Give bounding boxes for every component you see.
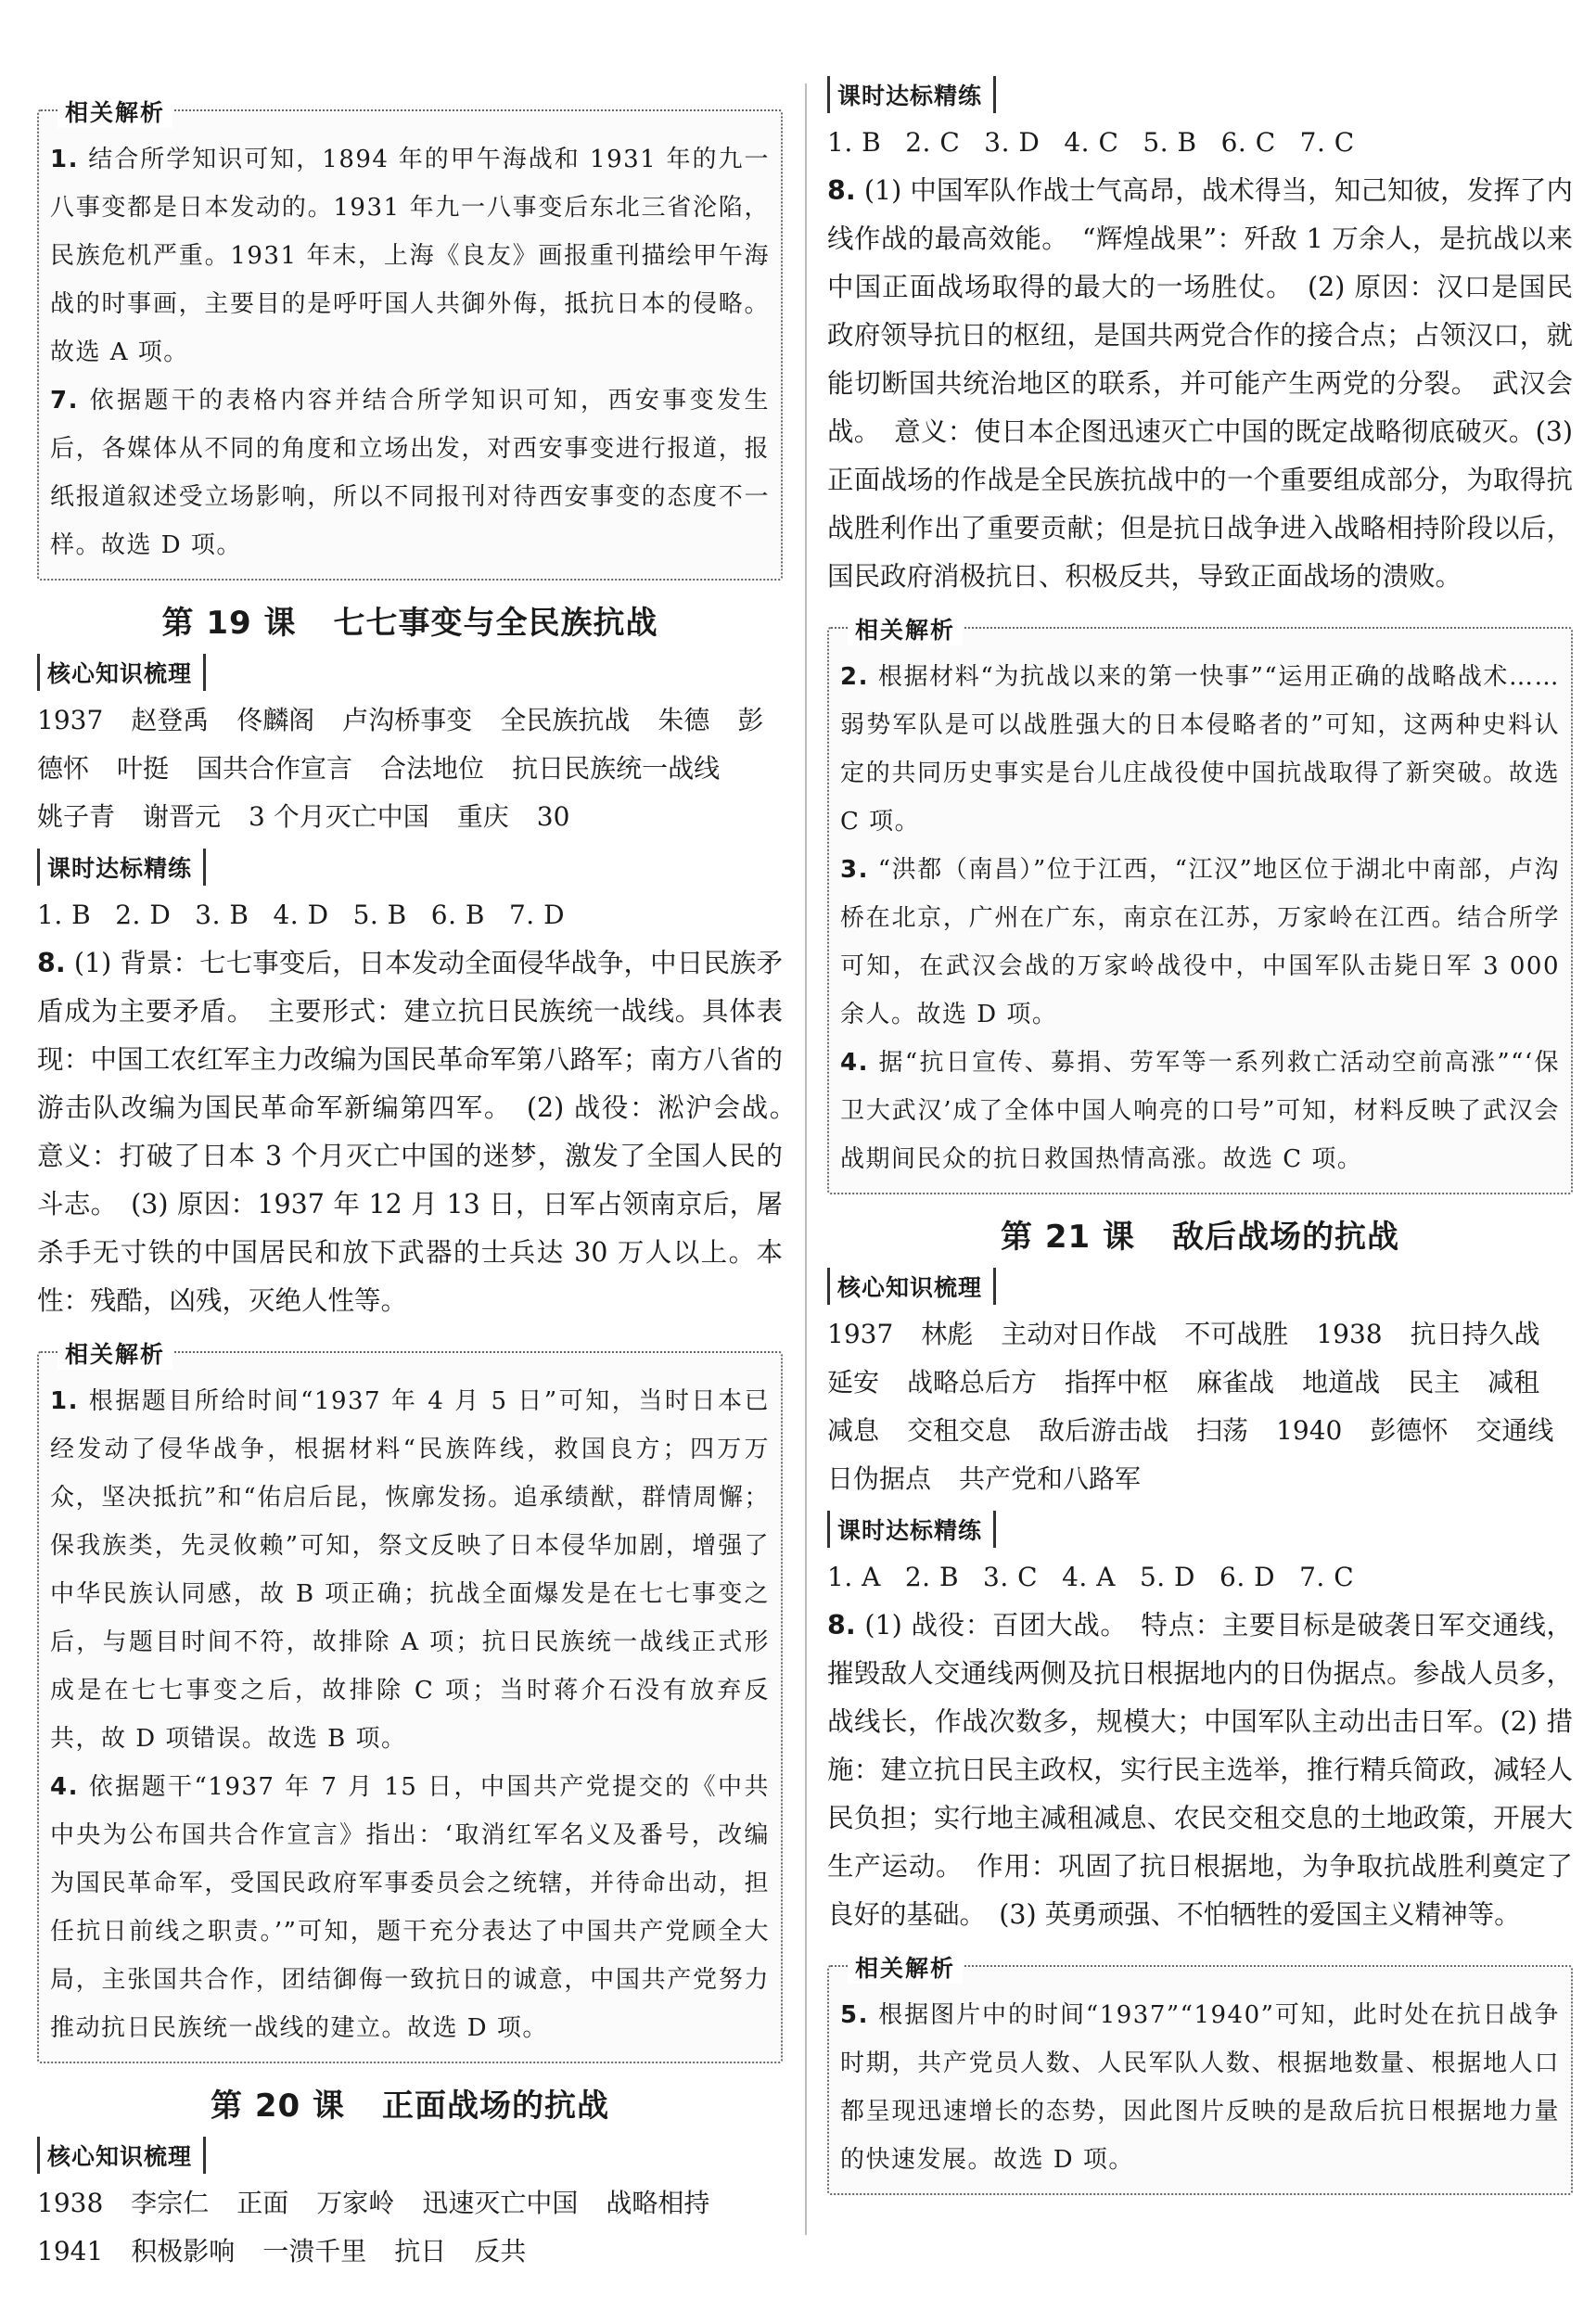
analysis-para: 3. “洪都（南昌）”位于江西，“江汉”地区位于湖北中南部，卢沟桥在北京，广州在广东，南京在江苏，万家岭在江西。结合所学可知，在武汉会战的万家岭战役中，中国军队击毙日军 3 000 余人。故选 D 项。 (840, 856, 1561, 1028)
analysis-box-title: 相关解析 (848, 612, 963, 645)
practice-tag: 课时达标精练 (827, 1511, 996, 1548)
keyword-line: 1941 积极影响 一溃千里 抗日 反共 (37, 2236, 527, 2266)
analysis-para: 4. 据“抗日宣传、募捐、劳军等一系列救亡活动空前高涨”“‘保卫大武汉’成了全体中国人响亮的口号”可知，材料反映了武汉会战期间民众的抗日救国热情高涨。故选 C 项。 (840, 1049, 1560, 1173)
analysis-para: 1. 根据题目所给时间“1937 年 4 月 5 日”可知，当时日本已经发动了侵华战争，根据材料“民族阵线，救国良方；四万万众，坚决抵抗”和“佑启后昆，恢廓发扬。追承绩猷，群情周懈；保我族类，先灵攸赖”可知，祭文反映了日本侵华加剧，增强了中华民族认同感，故 B 项正确；抗战全面爆发是在七七事变之后，与题目时间不符，故排除 A 项；抗日民族统一战线正式形成是在七七事变之后，故排除 C 项；当时蒋介石没有放弃反共，故 D 项错误。故选 B 项。 (50, 1387, 770, 1753)
lesson-19-keywords (37, 696, 783, 841)
analysis-para: 1. 结合所学知识可知，1894 年的甲午海战和 1931 年的九一八事变都是日本发动的。1931 年九一八事变后东北三省沦陷，民族危机严重。1931 年末，上海《良友》画报重刊描绘甲午海战的时事画，主要目的是呼吁国人共御外侮，抵抗日本的侵略。故选 A 项。 (50, 146, 771, 366)
lesson-20-title: 第 20 课 正面战场的抗战 (211, 2088, 609, 2125)
analysis-box-title: 相关解析 (57, 95, 172, 128)
keyword-line: 延安 战略总后方 指挥中枢 麻雀战 地道战 民主 减租 (827, 1367, 1540, 1398)
analysis-box-lesson-19 (37, 1341, 783, 2063)
core-knowledge-tag: 核心知识梳理 (827, 1268, 996, 1305)
analysis-box-title: 相关解析 (57, 1336, 172, 1370)
answer-line: 1. B 2. D 3. B 4. D 5. B 6. B 7. D (37, 900, 566, 930)
analysis-para: 5. 根据图片中的时间“1937”“1940”可知，此时处在抗日战争时期，共产党员人数、人民军队人数、根据地数量、根据地人口都呈现迅速增长的态势，因此图片反映的是敌后抗日根据地力量的快速发展。故选 D 项。 (840, 2001, 1560, 2174)
column-divider (805, 83, 807, 2235)
left-column (37, 0, 810, 2276)
analysis-para: 2. 根据材料“为抗战以来的第一快事”“运用正确的战略战术……弱势军队是可以战胜强大的日本侵略者的”可知，这两种史料认定的共同历史事实是台儿庄战役使中国抗战取得了新突破。故选 C 项。 (840, 663, 1560, 836)
keyword-line: 德怀 叶挺 国共合作宣言 合法地位 抗日民族统一战线 (37, 753, 721, 784)
keyword-line: 姚子青 谢晋元 3 个月灭亡中国 重庆 30 (37, 801, 570, 832)
core-knowledge-tag: 核心知识梳理 (37, 2137, 206, 2174)
analysis-box-title: 相关解析 (848, 1950, 963, 1984)
question-8-answer: 8. (1) 战役：百团大战。 特点：主要目标是破袭日军交通线，摧毁敌人交通线两侧及抗日根据地内的日伪据点。参战人员多，战线长，作战次数多，规模大；中国军队主动出击日军。(2) 措施：建立抗日民主政权，实行民主选举，推行精兵简政，减轻人民负担；实行地主减租减息、农民交租交息的土地政策，开展大生产运动。 作用：巩固了抗日根据地，为争取抗战胜利奠定了良好的基础。 (3) 英勇顽强、不怕牺牲的爱国主义精神等。 (827, 1610, 1573, 1930)
question-8-answer: 8. (1) 背景：七七事变后，日本发动全面侵华战争，中日民族矛盾成为主要矛盾。 主要形式：建立抗日民族统一战线。具体表现：中国工农红军主力改编为国民革命军第八路军；南方八省的游击队改编为国民革命军新编第四军。 (2) 战役：淞沪会战。 意义：打破了日本 3 个月灭亡中国的迷梦，激发了全国人民的斗志。 (3) 原因：1937 年 12 月 13 日，日军占领南京后，屠杀手无寸铁的中国居民和放下武器的士兵达 30 万人以上。本性：残酷，凶残，灭绝人性等。 (37, 948, 810, 1316)
question-8-answer: 8. (1) 中国军队作战士气高昂，战术得当，知己知彼，发挥了内线作战的最高效能。 “辉煌战果”：歼敌 1 万余人，是抗战以来中国正面战场取得的最大的一场胜仗。 (2) 原因：汉口是国民政府领导抗日的枢纽，是国共两党合作的接合点；占领汉口，就能切断国共统治地区的联系，并可能产生两党的分裂。 武汉会战。 意义：使日本企图迅速灭亡中国的既定战略彻底破灭。(3) 正面战场的作战是全民族抗战中的一个重要组成部分，为取得抗战胜利作出了重要贡献；但是抗日战争进入战略相持阶段以后，国民政府消极抗日、积极反共，导致正面战场的溃败。 (827, 175, 1573, 592)
lesson-19-title: 第 19 课 七七事变与全民族抗战 (161, 605, 658, 642)
keyword-line: 日伪据点 共产党和八路军 (827, 1463, 1142, 1494)
analysis-para: 7. 依据题干的表格内容并结合所学知识可知，西安事变发生后，各媒体从不同的角度和立场出发，对西安事变进行报道，报纸报道叙述受立场影响，所以不同报刊对待西安事变的态度不一样。故选 D 项。 (50, 387, 770, 559)
keyword-line: 1937 赵登禹 佟麟阁 卢沟桥事变 全民族抗战 朱德 彭 (37, 705, 764, 735)
analysis-para: 4. 依据题干“1937 年 7 月 15 日，中国共产党提交的《中共中央为公布国共合作宣言》指出：‘取消红军名义及番号，改编为国民革命军，受国民政府军事委员会之统辖，并待命出动，担任抗日前线之职责。’”可知，题干充分表达了中国共产党顾全大局，主张国共合作，团结御侮一致抗日的诚意，中国共产党努力推动抗日民族统一战线的建立。故选 D 项。 (50, 1773, 770, 2042)
lesson-21-title: 第 21 课 敌后战场的抗战 (1001, 1219, 1399, 1256)
analysis-box-lesson-20 (827, 617, 1573, 1194)
practice-tag: 课时达标精练 (37, 849, 206, 886)
analysis-box-top-left (37, 99, 783, 581)
answer-line: 1. B 2. C 3. D 4. C 5. B 6. C 7. C (827, 127, 1355, 158)
right-column (827, 0, 1573, 2212)
analysis-box-lesson-21 (827, 1955, 1573, 2195)
practice-tag: 课时达标精练 (827, 76, 996, 113)
answer-line: 1. A 2. B 3. C 4. A 5. D 6. D 7. C (827, 1562, 1355, 1592)
core-knowledge-tag: 核心知识梳理 (37, 654, 206, 691)
keyword-line: 1938 李宗仁 正面 万家岭 迅速灭亡中国 战略相持 (37, 2188, 710, 2218)
keyword-line: 减息 交租交息 敌后游击战 扫荡 1940 彭德怀 交通线 (827, 1415, 1554, 1446)
keyword-line: 1937 林彪 主动对日作战 不可战胜 1938 抗日持久战 (827, 1319, 1540, 1349)
